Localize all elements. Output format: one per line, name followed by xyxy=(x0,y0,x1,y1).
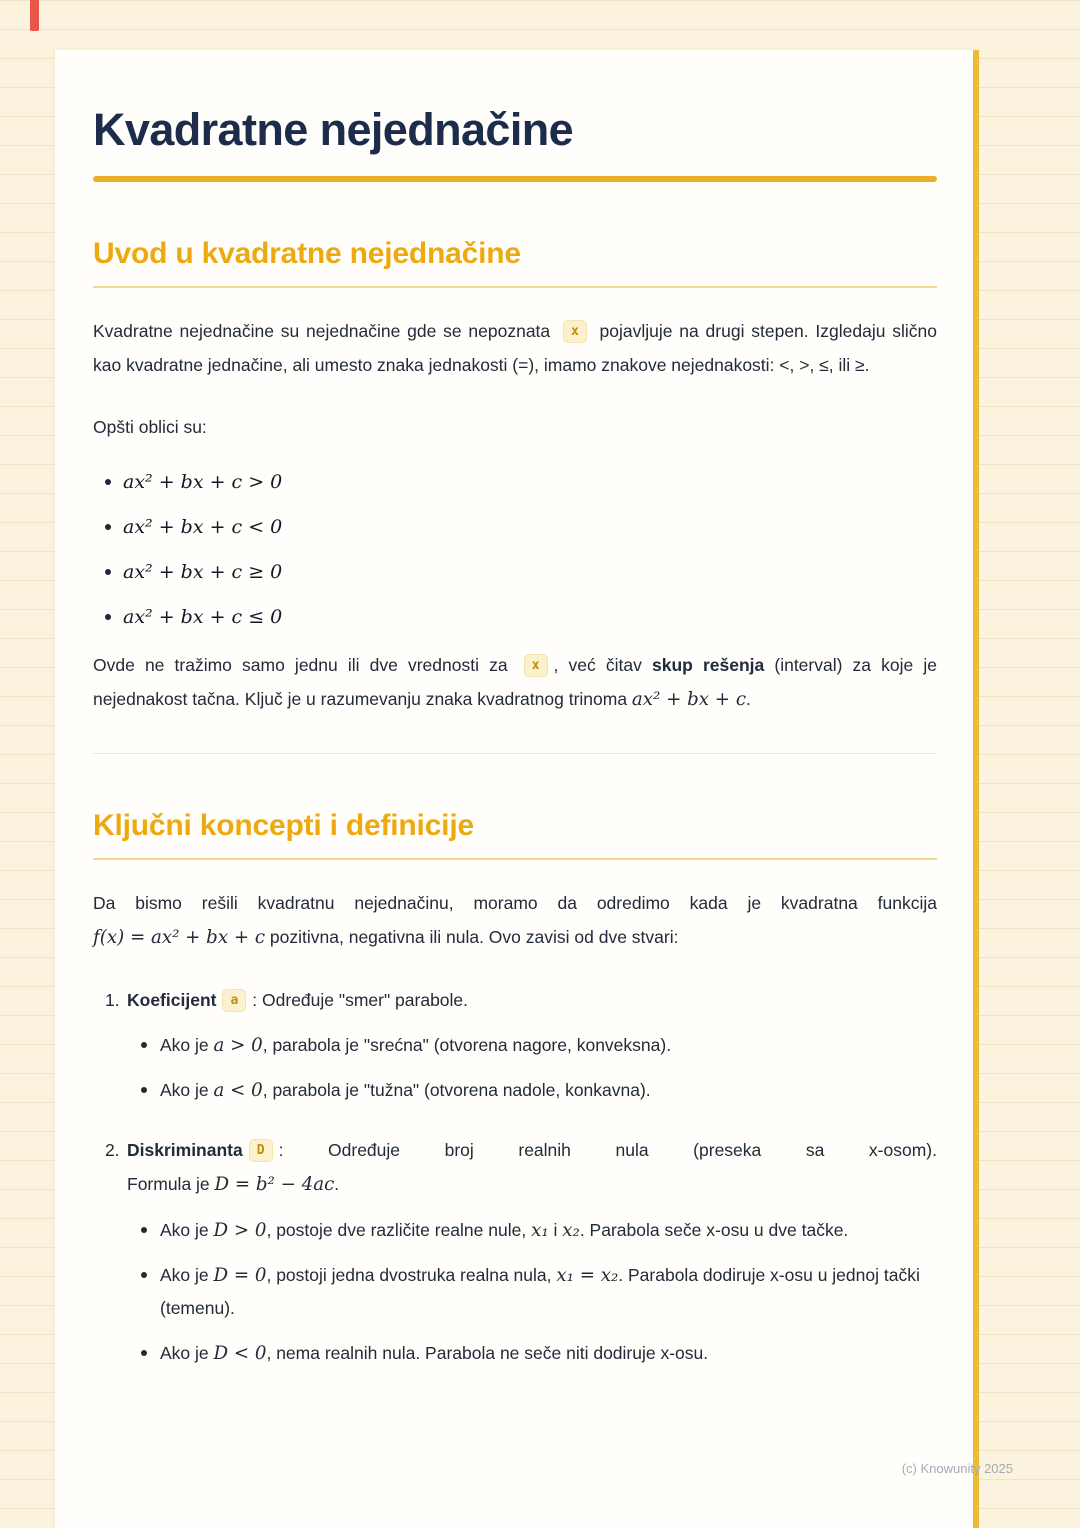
text-run: Ako je xyxy=(160,1034,214,1055)
text-run: Ako je xyxy=(160,1219,214,1240)
math-expression: a < 0 xyxy=(213,1079,263,1101)
text-run: Ovde ne tražimo samo jednu ili dve vrednosti za xyxy=(93,654,518,675)
text-run: : Određuje "smer" parabole. xyxy=(252,989,469,1010)
concept-lead-formula xyxy=(127,1167,937,1202)
paragraph-concepts-intro xyxy=(93,886,937,955)
formula-list xyxy=(93,468,937,631)
text-run: , postoji jedna dvostruka realna nula, xyxy=(266,1264,557,1285)
text-run: Formula je xyxy=(127,1173,215,1194)
concept-bullet xyxy=(141,1029,937,1062)
paragraph-outro xyxy=(93,648,937,717)
section-concepts xyxy=(93,808,937,1370)
concept-sub-list xyxy=(127,1214,937,1370)
math-expression: D = b² − 4ac xyxy=(214,1173,335,1195)
text-run: , parabola je "srećna" (otvorena nagore, konveksna). xyxy=(262,1034,672,1055)
inline-code-chip: x xyxy=(524,654,548,677)
concept-lead xyxy=(127,1133,937,1167)
text-run: , parabola je "tužna" (otvorena nadole, konkavna). xyxy=(262,1079,651,1100)
math-expression: ax² + bx + c xyxy=(631,688,747,710)
math-expression: D < 0 xyxy=(213,1342,267,1364)
text-run: Ako je xyxy=(160,1079,214,1100)
copyright-footer: (c) Knowunity 2025 xyxy=(901,1461,1013,1476)
list-number: 2. xyxy=(105,1139,120,1160)
concept-bullet xyxy=(141,1074,937,1107)
math-expression: x₁ xyxy=(531,1219,549,1241)
list-number: 1. xyxy=(105,989,120,1010)
text-run: : Određuje broj realnih nula (preseka sa x-osom). xyxy=(278,1139,937,1160)
text-run: , postoje dve različite realne nule, xyxy=(266,1219,532,1240)
notebook-margin-line xyxy=(973,50,979,1528)
text-run: . xyxy=(334,1173,340,1194)
formula-item: ax² + bx + c ≤ 0 xyxy=(105,603,937,631)
math-expression: D > 0 xyxy=(213,1219,267,1241)
paragraph-forms-label: Opšti oblici su: xyxy=(93,416,207,437)
concept-item-coefficient xyxy=(105,983,937,1107)
text-run: pozitivna, negativna ili nula. Ovo zavisi od dve stvari: xyxy=(265,926,679,947)
red-bookmark-tab xyxy=(30,0,39,31)
formula-item: ax² + bx + c < 0 xyxy=(105,513,937,541)
text-run: . Parabola seče x-osu u dve tačke. xyxy=(579,1219,849,1240)
math-expression: x₁ = x₂ xyxy=(556,1264,619,1286)
text-run: Ako je xyxy=(160,1342,214,1363)
text-run: (interval) za koje je nejednakost tačna. Ključ je u razumevanju znaka kvadratnog trinoma xyxy=(93,654,937,709)
document-card xyxy=(55,50,975,1528)
inline-code-chip: x xyxy=(563,320,587,343)
text-run: , nema realnih nula. Parabola ne seče niti dodiruje x-osu. xyxy=(266,1342,709,1363)
paragraph-intro xyxy=(93,314,937,382)
math-expression: D = 0 xyxy=(213,1264,267,1286)
formula-item: ax² + bx + c ≥ 0 xyxy=(105,558,937,586)
concept-sub-list xyxy=(127,1029,937,1107)
heading-rule xyxy=(93,858,937,860)
page-title: Kvadratne nejednačine xyxy=(93,104,574,155)
text-run: Da bismo rešili kvadratnu nejednačinu, moramo da odredimo kada je kvadratna funkcija xyxy=(93,892,937,913)
formula-item: ax² + bx + c > 0 xyxy=(105,468,937,496)
section-heading-intro: Uvod u kvadratne nejednačine xyxy=(93,236,521,270)
text-run: pojavljuje na drugi stepen. Izgledaju slično kao kvadratne jednačine, ali umesto znaka jednakosti (=), imamo znakove nejednakosti: <, >, ≤, ili ≥. xyxy=(93,320,937,375)
math-expression: a > 0 xyxy=(213,1034,263,1056)
inline-code-chip: a xyxy=(222,989,246,1012)
text-run: skup rešenja xyxy=(651,654,765,675)
section-heading-concepts: Ključni koncepti i definicije xyxy=(93,808,474,842)
section-divider xyxy=(93,753,937,754)
concept-list xyxy=(93,983,937,1370)
concept-bullet xyxy=(141,1337,937,1370)
concept-item-discriminant xyxy=(105,1133,937,1370)
title-rule xyxy=(93,176,937,182)
text-run: Kvadratne nejednačine su nejednačine gde se nepoznata xyxy=(93,320,557,341)
concept-bullet xyxy=(141,1259,937,1325)
concept-bullet xyxy=(141,1214,937,1247)
text-run: , već čitav xyxy=(553,654,652,675)
heading-rule xyxy=(93,286,937,288)
inline-code-chip: D xyxy=(249,1139,273,1162)
concept-lead xyxy=(127,983,937,1017)
text-run: . Parabola dodiruje x-osu u jednoj tački (temenu). xyxy=(160,1264,920,1318)
section-intro xyxy=(93,236,937,717)
text-run: . xyxy=(746,688,751,709)
math-expression: x₂ xyxy=(562,1219,580,1241)
text-run: Ako je xyxy=(160,1264,214,1285)
text-run: Diskriminanta xyxy=(127,1139,243,1160)
math-expression: f(x) = ax² + bx + c xyxy=(93,926,266,948)
text-run: Koeficijent xyxy=(127,989,217,1010)
text-run: i xyxy=(548,1219,563,1240)
